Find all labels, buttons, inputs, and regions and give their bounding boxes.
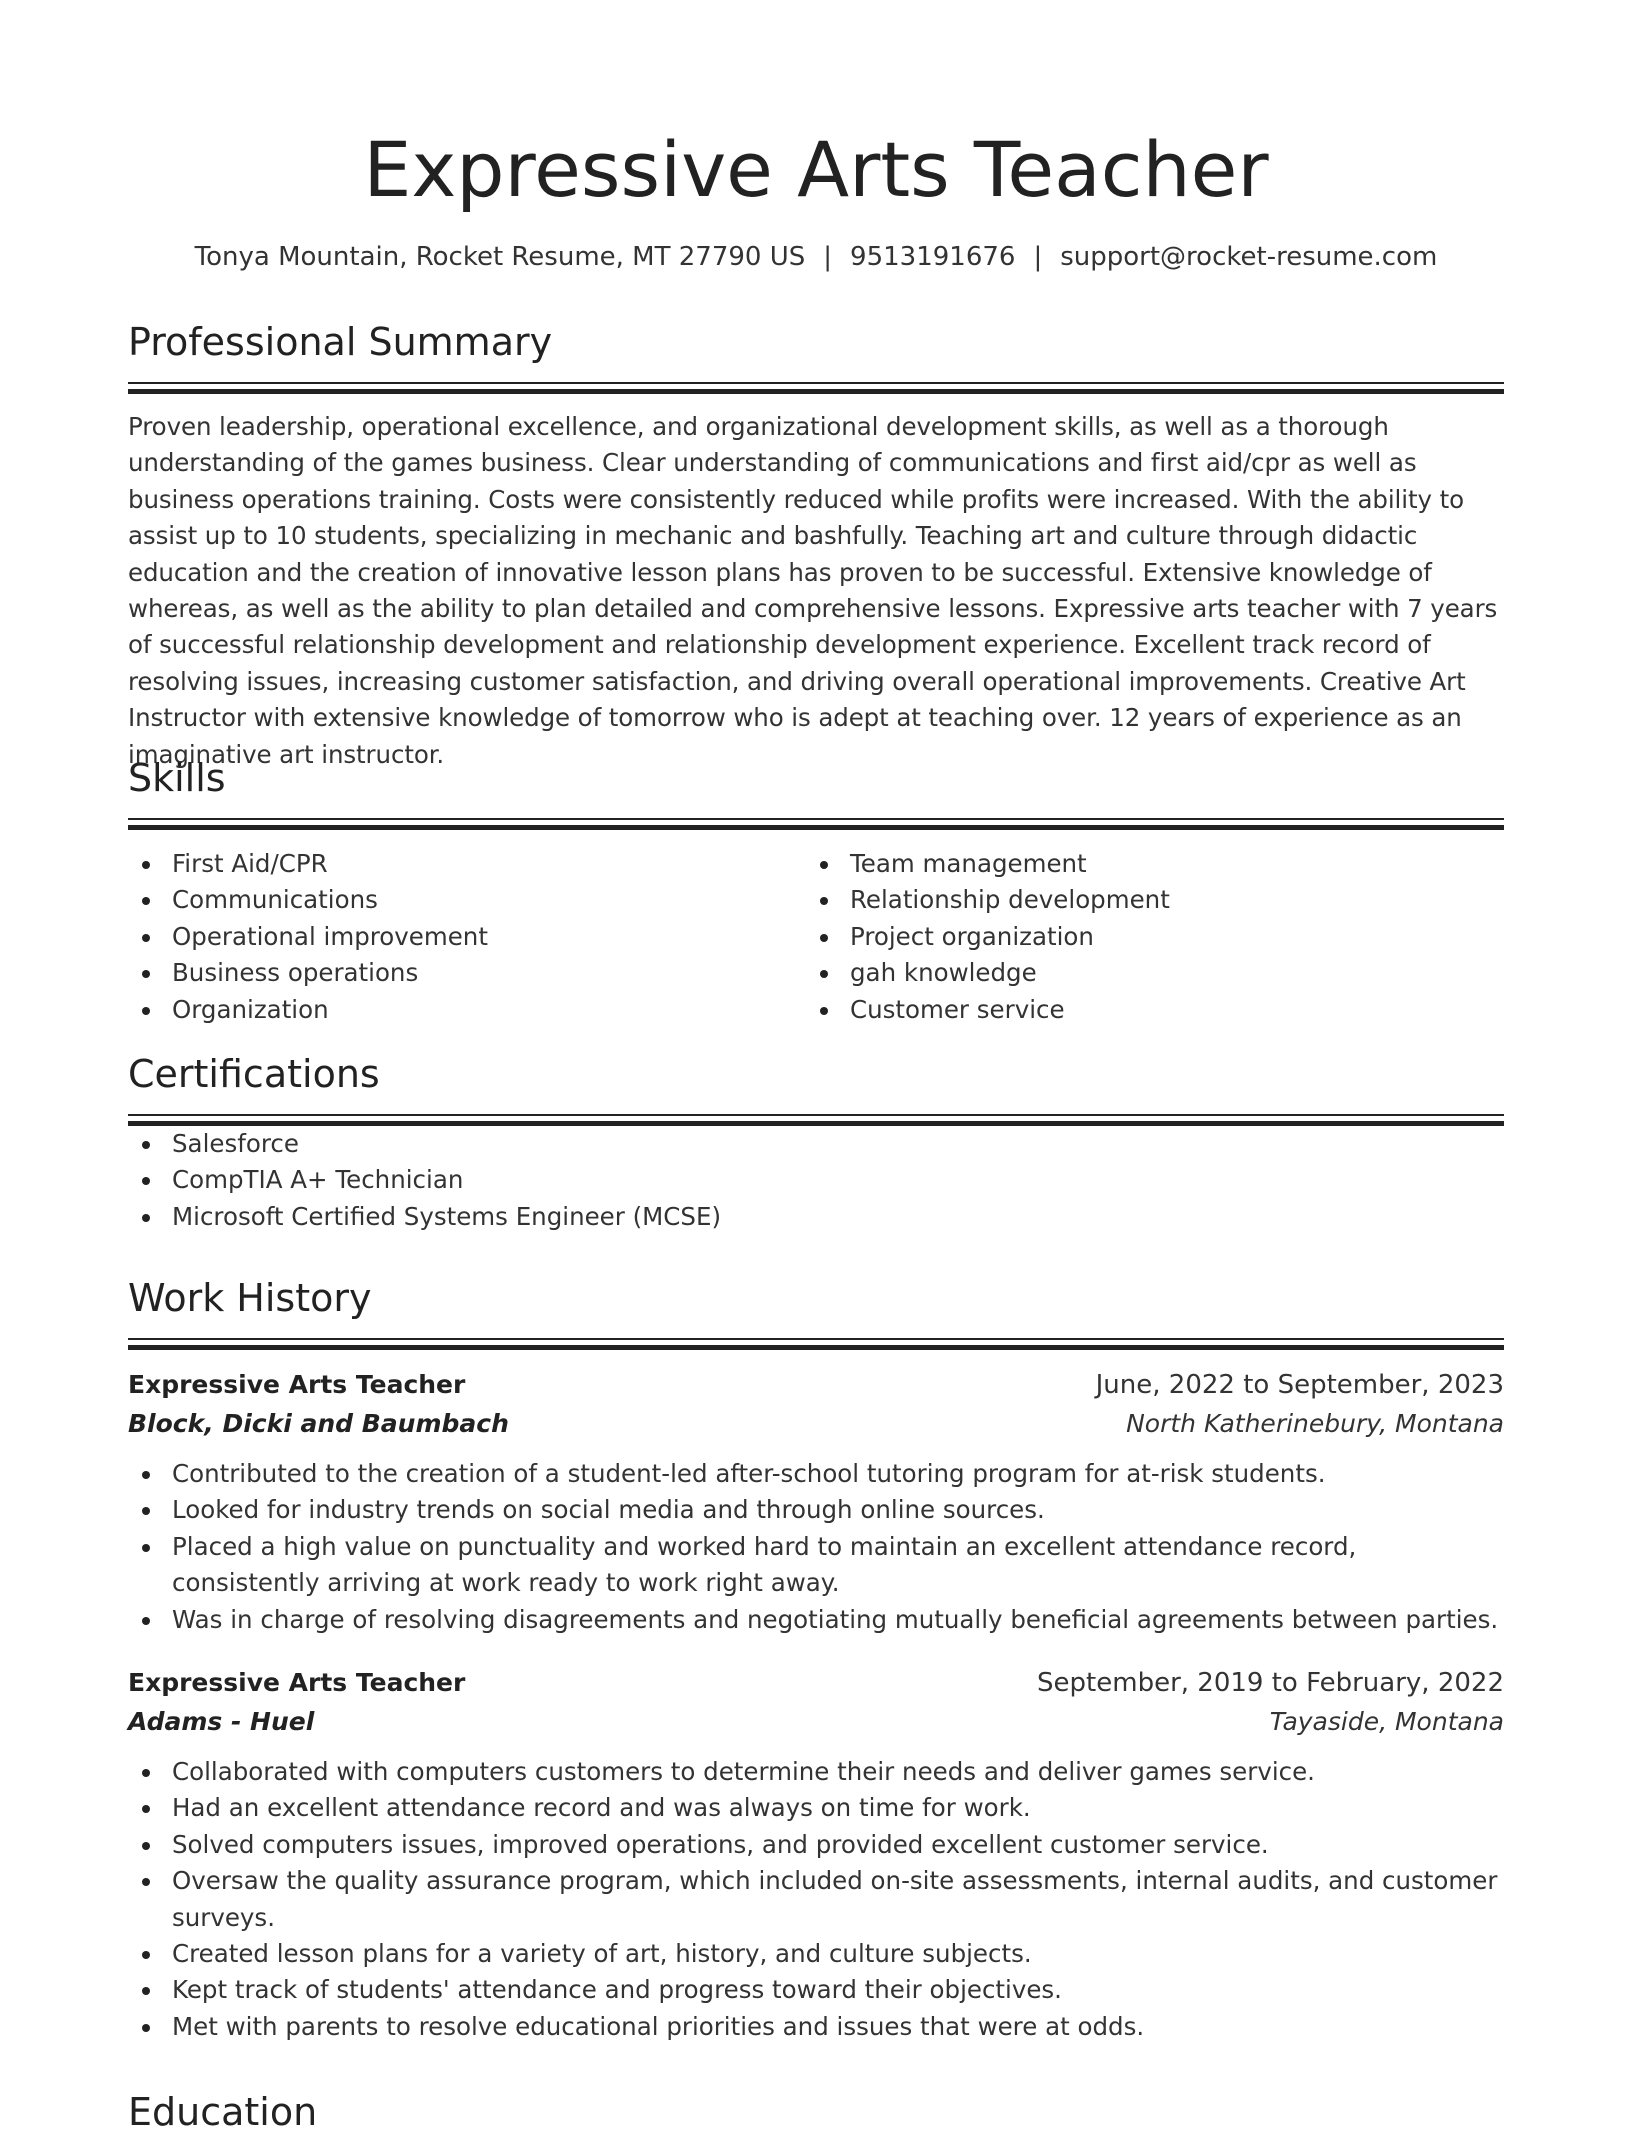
job-location: North Katherinebury, Montana xyxy=(1126,1409,1504,1438)
job-bullet: Met with parents to resolve educational priorities and issues that were at odds. xyxy=(128,2009,1504,2045)
job-bullet: Had an excellent attendance record and was always on time for work. xyxy=(128,1790,1504,1826)
section-divider xyxy=(128,818,1504,830)
certifications-list xyxy=(128,1126,1504,1235)
job-bullet: Was in charge of resolving disagreements and negotiating mutually beneficial agreements between parties. xyxy=(128,1602,1504,1638)
job-entry xyxy=(128,1664,1504,2045)
skill-item: Relationship development xyxy=(806,882,1484,918)
job-location: Tayaside, Montana xyxy=(1269,1707,1504,1737)
job-bullets xyxy=(128,1456,1504,1638)
contact-phone: 9513191676 xyxy=(850,242,1016,272)
skill-item: Customer service xyxy=(806,992,1484,1028)
skills-left-list xyxy=(128,846,806,1028)
job-entry xyxy=(128,1366,1504,1638)
skill-item: Team management xyxy=(806,846,1484,882)
skill-item: Operational improvement xyxy=(128,919,806,955)
certification-item: CompTIA A+ Technician xyxy=(128,1162,1504,1198)
skills-title: Skills xyxy=(128,756,226,800)
job-company: Block, Dicki and Baumbach xyxy=(128,1409,509,1438)
summary-title: Professional Summary xyxy=(128,320,553,364)
section-divider xyxy=(128,382,1504,394)
section-divider xyxy=(128,1114,1504,1126)
job-company-row xyxy=(128,1404,1504,1444)
job-bullet: Contributed to the creation of a student-led after-school tutoring program for at-risk students. xyxy=(128,1456,1504,1492)
job-title: Expressive Arts Teacher xyxy=(128,1668,466,1698)
job-company-row xyxy=(128,1702,1504,1742)
contact-separator: | xyxy=(1033,242,1043,272)
contact-address: Tonya Mountain, Rocket Resume, MT 27790 US xyxy=(194,242,806,272)
certification-item: Microsoft Certified Systems Engineer (MCSE) xyxy=(128,1199,1504,1235)
job-bullet: Collaborated with computers customers to determine their needs and deliver games service. xyxy=(128,1754,1504,1790)
job-bullet: Looked for industry trends on social media and through online sources. xyxy=(128,1492,1504,1528)
education-section xyxy=(128,2086,1504,2138)
job-bullets xyxy=(128,1754,1504,2045)
skill-item: Organization xyxy=(128,992,806,1028)
job-company: Adams - Huel xyxy=(128,1707,315,1737)
job-bullet: Placed a high value on punctuality and worked hard to maintain an excellent attendance record, consistently arriving at work ready to work right away. xyxy=(128,1529,1504,1602)
skill-item: Communications xyxy=(128,882,806,918)
job-dates: September, 2019 to February, 2022 xyxy=(1037,1668,1504,1699)
education-title: Education xyxy=(128,2090,318,2134)
job-header-row xyxy=(128,1664,1504,1702)
job-bullet: Solved computers issues, improved operations, and provided excellent customer service. xyxy=(128,1827,1504,1863)
skills-grid xyxy=(128,846,1504,1028)
job-dates: June, 2022 to September, 2023 xyxy=(1095,1370,1504,1400)
skill-item: Business operations xyxy=(128,955,806,991)
certification-item: Salesforce xyxy=(128,1126,1504,1162)
skill-item: First Aid/CPR xyxy=(128,846,806,882)
skill-item: gah knowledge xyxy=(806,955,1484,991)
job-bullet: Created lesson plans for a variety of art, history, and culture subjects. xyxy=(128,1936,1504,1972)
contact-email: support@rocket-resume.com xyxy=(1060,242,1438,272)
contact-separator: | xyxy=(823,242,833,272)
skill-item: Project organization xyxy=(806,919,1484,955)
certifications-section xyxy=(128,1048,1504,1235)
skills-section xyxy=(128,752,1504,1028)
certifications-title: Certifications xyxy=(128,1052,380,1096)
resume-name: Expressive Arts Teacher xyxy=(363,125,1269,214)
job-bullet: Oversaw the quality assurance program, which included on-site assessments, internal audits, and customer surveys. xyxy=(128,1863,1504,1936)
skills-right-list xyxy=(806,846,1484,1028)
summary-text: Proven leadership, operational excellence, and organizational development skills, as well as a thorough understanding of the games business. Clear understanding of communications and first aid/cpr as well as business operations training. Costs were consistently reduced while profits were increased. With the ability to assist up to 10 students, specializing in mechanic and bashfully. Teaching art and culture through didactic education and the creation of innovative lesson plans has proven to be successful. Extensive knowledge of whereas, as well as the ability to plan detailed and comprehensive lessons. Expressive arts teacher with 7 years of successful relationship development and relationship development experience. Excellent track record of resolving issues, increasing customer satisfaction, and driving overall operational improvements. Creative Art Instructor with extensive knowledge of tomorrow who is adept at teaching over. 12 years of experience as an imaginative art instructor. xyxy=(128,412,1498,769)
work-history-title: Work History xyxy=(128,1276,372,1320)
section-divider xyxy=(128,1338,1504,1350)
job-title: Expressive Arts Teacher xyxy=(128,1370,466,1399)
job-header-row xyxy=(128,1366,1504,1404)
work-history-section xyxy=(128,1272,1504,2045)
summary-section xyxy=(128,316,1504,773)
job-bullet: Kept track of students' attendance and progress toward their objectives. xyxy=(128,1972,1504,2008)
contact-line xyxy=(128,237,1504,277)
